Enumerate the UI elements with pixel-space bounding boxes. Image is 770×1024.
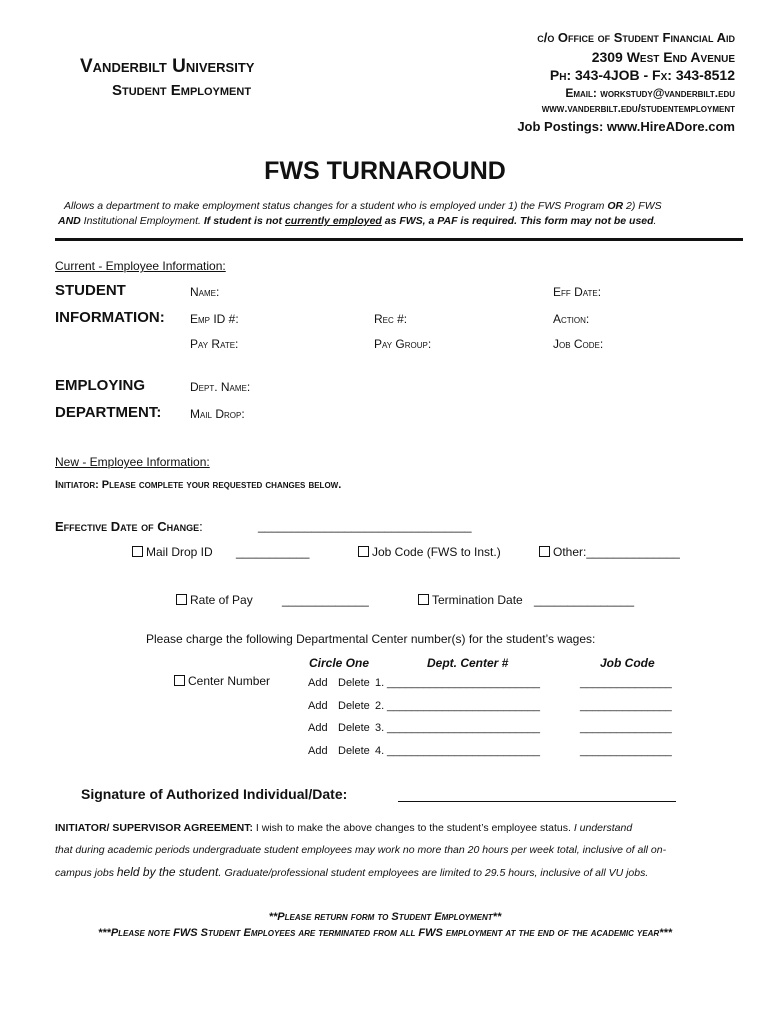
termination-label: Termination Date <box>432 593 523 607</box>
effective-date-label: Effective Date of Change <box>55 519 200 534</box>
intro-if-prefix: If student is not <box>203 215 285 227</box>
form-title: FWS TURNAROUND <box>264 157 506 185</box>
job-postings-line: Job Postings: www.HireADore.com <box>517 119 735 134</box>
center-row-number: 1. <box>375 677 385 689</box>
job-code-option[interactable] <box>358 545 501 559</box>
agreement-line-3 <box>55 865 648 879</box>
center-row-delete[interactable]: Delete <box>338 722 370 734</box>
email-address: workstudy@vanderbilt.edu <box>600 86 735 100</box>
university-name: Vanderbilt University <box>80 56 255 77</box>
center-row-center-input[interactable]: _________________________ <box>387 677 540 689</box>
intro-line-2 <box>58 215 656 227</box>
current-heading: Current - Employee Information: <box>55 259 226 273</box>
center-row-number: 3. <box>375 722 385 734</box>
emp-id-field[interactable]: Emp ID #: <box>190 312 239 326</box>
phone-line: Ph: 343-4JOB - Fx: 343-8512 <box>549 67 735 83</box>
center-row-delete[interactable]: Delete <box>338 699 370 712</box>
agreement-label: INITIATOR/ SUPERVISOR AGREEMENT: <box>55 822 253 834</box>
center-row-number: 4. <box>375 744 385 757</box>
intro-period: . <box>653 215 657 227</box>
intro-or: OR <box>607 200 624 212</box>
effective-date-colon: : <box>199 519 203 534</box>
center-number-label: Center Number <box>188 674 271 688</box>
center-row-add[interactable]: Add <box>308 744 328 757</box>
section-divider <box>55 238 743 241</box>
information-label: INFORMATION: <box>55 309 165 326</box>
student-label: STUDENT <box>55 282 126 299</box>
signature-line[interactable] <box>398 801 676 802</box>
job-code-field[interactable]: Job Code: <box>553 337 604 351</box>
mail-drop-option-label: Mail Drop ID <box>146 545 213 559</box>
mail-drop-option[interactable] <box>132 545 213 559</box>
center-row-number: 2. <box>375 699 385 712</box>
col-dept-center: Dept. Center # <box>427 656 509 670</box>
effective-date-input[interactable]: ________________________________ <box>258 519 472 533</box>
email-line <box>565 86 735 100</box>
action-field[interactable]: Action: <box>553 312 590 326</box>
center-row-add[interactable]: Add <box>308 722 328 734</box>
agreement-text-3c: Graduate/professional student employees are limited to 29.5 hours, inclusive of all VU jobs. <box>221 867 649 879</box>
rate-of-pay-checkbox[interactable] <box>176 594 187 605</box>
mail-drop-id-input[interactable]: ___________ <box>236 545 310 559</box>
effective-date-row <box>55 519 203 534</box>
rate-of-pay-label: Rate of Pay <box>190 593 253 607</box>
center-row-center-input[interactable]: _________________________ <box>387 744 540 757</box>
pay-rate-field[interactable]: Pay Rate: <box>190 337 239 351</box>
mail-drop-checkbox[interactable] <box>132 546 143 557</box>
center-row-delete[interactable]: Delete <box>338 744 370 757</box>
department-label: DEPARTMENT: <box>55 404 162 421</box>
center-row-job-input[interactable]: _______________ <box>580 722 672 734</box>
intro-and: AND <box>58 215 81 227</box>
intro-currently-employed: currently employed <box>284 215 382 227</box>
termination-input[interactable]: _______________ <box>534 593 635 607</box>
agreement-line-1 <box>55 822 632 834</box>
footer-termination-note: ***Please note FWS Student Employees are terminated from all FWS employment at the end of the academic year*** <box>97 927 672 939</box>
address-line: 2309 West End Avenue <box>591 49 735 65</box>
center-number-checkbox[interactable] <box>174 675 185 686</box>
center-row-add[interactable]: Add <box>308 699 328 712</box>
center-row-center-input[interactable]: _________________________ <box>387 699 540 712</box>
name-field[interactable]: Name: <box>190 285 220 299</box>
termination-option[interactable] <box>418 593 523 607</box>
other-option-label: Other:______________ <box>553 545 680 559</box>
center-row-delete[interactable]: Delete <box>338 677 370 689</box>
agreement-line-2: that during academic periods undergraduate student employees may work no more than 20 hours per week total, inclusive of all on- <box>55 844 667 856</box>
mail-drop-field[interactable]: Mail Drop: <box>190 407 245 421</box>
intro-text-3: Institutional Employment. <box>80 215 204 227</box>
center-row-job-input[interactable]: _______________ <box>580 677 672 689</box>
agreement-text-1: I wish to make the above changes to the student’s employee status. <box>252 822 574 834</box>
col-job-code: Job Code <box>600 656 655 670</box>
dept-name-field[interactable]: Dept. Name: <box>190 380 251 394</box>
intro-if-suffix: as FWS, a PAF is required. This form may not be used <box>381 215 654 227</box>
eff-date-field[interactable]: Eff Date: <box>553 285 602 299</box>
center-number-option[interactable] <box>174 674 270 688</box>
footer-return-note: **Please return form to Student Employment** <box>268 911 502 923</box>
office-line: c/o Office of Student Financial Aid <box>537 30 735 45</box>
agreement-italic-1: I understand <box>573 822 633 834</box>
website-line: www.vanderbilt.edu/studentemployment <box>541 103 735 115</box>
new-heading: New - Employee Information: <box>55 455 210 469</box>
employing-label: EMPLOYING <box>55 377 146 394</box>
center-row-job-input[interactable]: _______________ <box>580 699 672 712</box>
center-row-center-input[interactable]: _________________________ <box>387 722 540 734</box>
agreement-text-3a: campus jobs <box>55 867 117 879</box>
rec-field[interactable]: Rec #: <box>374 312 408 326</box>
initiator-instructions: Initiator: Please complete your requested changes below. <box>55 479 342 491</box>
agreement-text-3b: held by the student. <box>116 865 222 879</box>
department-name: Student Employment <box>112 82 252 99</box>
signature-label: Signature of Authorized Individual/Date: <box>81 786 348 802</box>
col-circle-one: Circle One <box>309 656 370 670</box>
intro-line-1 <box>64 200 662 212</box>
other-checkbox[interactable] <box>539 546 550 557</box>
job-code-option-label: Job Code (FWS to Inst.) <box>372 545 501 559</box>
intro-text-1: Allows a department to make employment status changes for a student who is employed under 1) the FWS Program <box>64 200 608 212</box>
job-code-checkbox[interactable] <box>358 546 369 557</box>
pay-group-field[interactable]: Pay Group: <box>374 337 432 351</box>
center-row-add[interactable]: Add <box>308 677 328 689</box>
termination-checkbox[interactable] <box>418 594 429 605</box>
center-row-job-input[interactable]: _______________ <box>580 744 672 757</box>
rate-of-pay-input[interactable]: _____________ <box>282 593 369 607</box>
email-label: Email: <box>565 86 597 100</box>
rate-of-pay-option[interactable] <box>176 593 253 607</box>
charge-instructions: Please charge the following Departmental Center number(s) for the student’s wages: <box>146 632 596 646</box>
other-option[interactable] <box>539 545 680 559</box>
intro-text-2: 2) FWS <box>623 200 662 212</box>
